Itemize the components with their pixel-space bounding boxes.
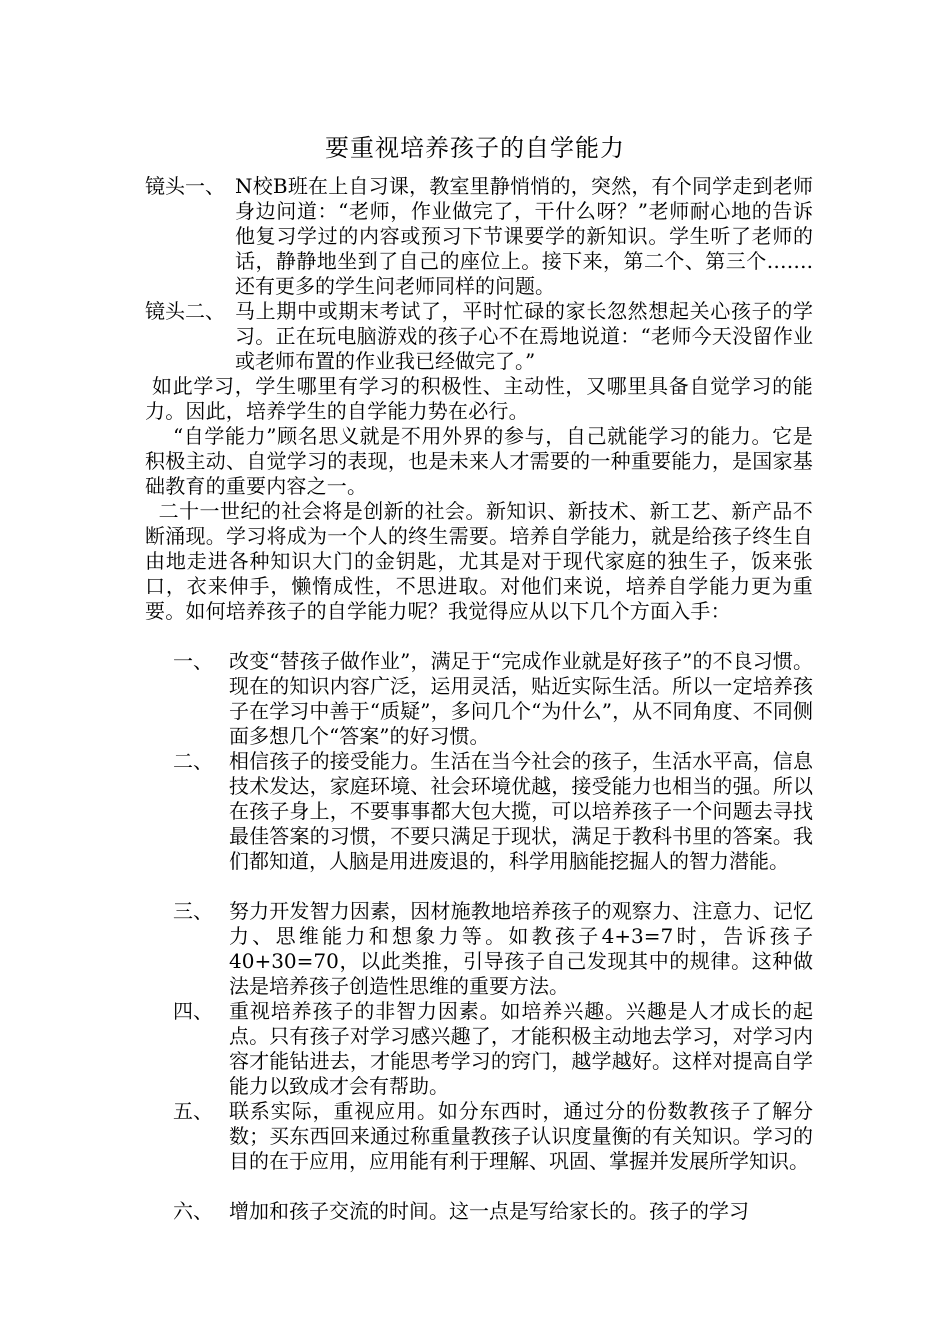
scene-label: 镜头一、: [145, 174, 225, 198]
list-item-text: 联系实际，重视应用。如分东西时，通过分的份数教孩子了解分数；买东西回来通过称重量教孩子认识度量衡的有关知识。学习的目的在于应用，应用能有利于理解、巩固、掌握并发展所学知识。: [229, 1099, 813, 1173]
scene-label: 镜头二、: [145, 299, 225, 323]
list-item-3: [145, 899, 813, 999]
list-item-4: [145, 999, 813, 1099]
scene-text: 马上期中或期末考试了，平时忙碌的家长忽然想起关心孩子的学习。正在玩电脑游戏的孩子心不在焉地说道：“老师今天没留作业或老师布置的作业我已经做完了。”: [235, 299, 813, 373]
list-item-text: 增加和孩子交流的时间。这一点是写给家长的。孩子的学习: [229, 1199, 749, 1223]
scene-2: [145, 299, 813, 374]
list-item-5: [145, 1099, 813, 1174]
list-item-number: 六、: [173, 1199, 213, 1223]
scene-text: N校B班在上自习课，教室里静悄悄的，突然，有个同学走到老师身边问道：“老师，作业做完了，干什么呀？”老师耐心地的告诉他复习学过的内容或预习下节课要学的新知识。学生听了老师的话，静静地坐到了自己的座位上。接下来，第二个、第三个…….还有更多的学生问老师同样的问题。: [235, 174, 813, 298]
list-item-2: [145, 749, 813, 874]
scene-1: [145, 174, 813, 299]
list-item-text: 相信孩子的接受能力。生活在当今社会的孩子，生活水平高，信息技术发达，家庭环境、社会环境优越，接受能力也相当的强。所以在孩子身上，不要事事都大包大揽，可以培养孩子一个问题去寻找最佳答案的习惯，不要只满足于现状，满足于教科书里的答案。我们都知道，人脑是用进废退的，科学用脑能挖掘人的智力潜能。: [229, 749, 813, 873]
list-item-text: 改变“替孩子做作业”，满足于“完成作业就是好孩子”的不良习惯。现在的知识内容广泛，运用灵活，贴近实际生活。所以一定培养孩子在学习中善于“质疑”，多问几个“为什么”，从不同角度、不同侧面多想几个“答案”的好习惯。: [229, 649, 813, 748]
paragraph-3: 二十一世纪的社会将是创新的社会。新知识、新技术、新工艺、新产品不断涌现。学习将成为一个人的终生需要。培养自学能力，就是给孩子终生自由地走进各种知识大门的金钥匙，尤其是对于现代家庭的独生子，饭来张口，衣来伸手，懒惰成性，不思进取。对他们来说，培养自学能力更为重要。如何培养孩子的自学能力呢？我觉得应从以下几个方面入手：: [145, 499, 813, 623]
list-item-text: 努力开发智力因素，因材施教地培养孩子的观察力、注意力、记忆力、思维能力和想象力等。如教孩子4+3=7时，告诉孩子40+30=70，以此类推，引导孩子自己发现其中的规律。这种做法是培养孩子创造性思维的重要方法。: [229, 899, 813, 998]
paragraph-2: “自学能力”顾名思义就是不用外界的参与，自己就能学习的能力。它是积极主动、自觉学习的表现，也是未来人才需要的一种重要能力，是国家基础教育的重要内容之一。: [145, 424, 813, 498]
list-item-number: 一、: [173, 649, 213, 673]
list-item-6: [145, 1199, 813, 1224]
document-title: 要重视培养孩子的自学能力: [325, 134, 625, 162]
list-item-number: 五、: [173, 1099, 213, 1123]
list-item-number: 二、: [173, 749, 213, 773]
list-item-number: 四、: [173, 999, 213, 1023]
list-item-number: 三、: [173, 899, 213, 923]
list-item-1: [145, 649, 813, 749]
paragraph-1: 如此学习，学生哪里有学习的积极性、主动性，又哪里具备自觉学习的能力。因此，培养学生的自学能力势在必行。: [145, 374, 813, 423]
list-item-text: 重视培养孩子的非智力因素。如培养兴趣。兴趣是人才成长的起点。只有孩子对学习感兴趣了，才能积极主动地去学习，对学习内容才能钻进去，才能思考学习的窍门，越学越好。这样对提高自学能力以致成才会有帮助。: [229, 999, 813, 1098]
